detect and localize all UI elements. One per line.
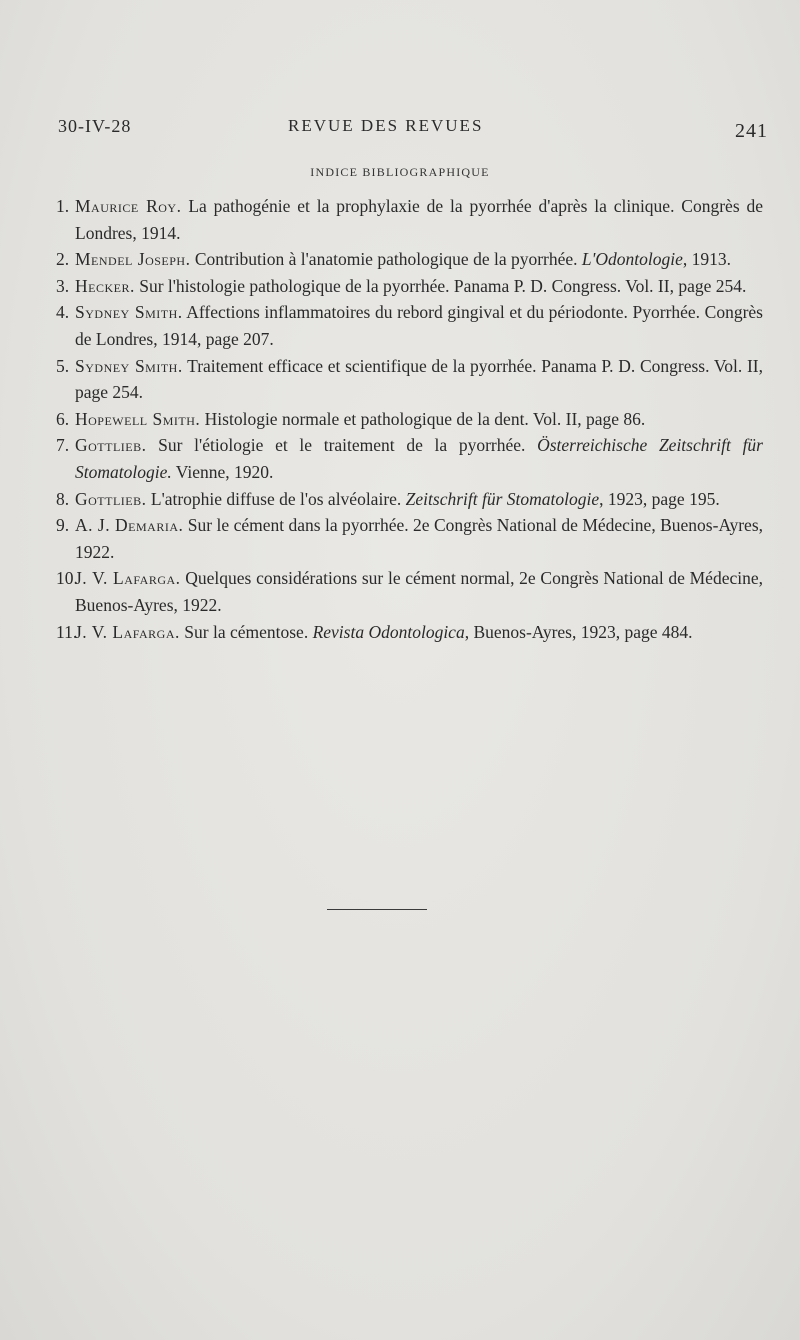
entry-text: Sur l'étiologie et le traitement de la pyorrhée. [146,435,538,456]
bibliography-entry [58,353,763,406]
entry-author: J. V. Lafarga. [75,568,181,589]
bibliography-entry [58,565,763,618]
entry-number: 6. [56,408,70,429]
entry-tail: , 1923, page 195. [599,488,720,509]
entry-tail: , Buenos-Ayres, 1923, page 484. [464,621,693,642]
entry-author: A. J. Demaria. [75,515,184,536]
entry-tail: Vienne, 1920. [171,461,274,482]
entry-number: 1. [56,196,70,216]
entry-author: Sydney Smith. [75,302,183,323]
entry-author: Mendel Joseph. [75,249,191,270]
entry-number: 9. [56,515,70,536]
bibliography-entry [58,273,763,300]
page-number: 241 [735,120,768,142]
bibliography-entry [58,193,763,246]
entry-number: 7. [56,435,70,456]
entry-number: 4. [56,302,70,323]
entry-text: La pathogénie et la prophylaxie de la pyorrhée d'après la clinique. Congrès de Londres, 1914. [75,196,763,243]
entry-author: Gottlieb. [75,435,147,456]
entry-number: 10. [56,568,78,589]
bibliography-list [58,193,763,645]
entry-author: Hopewell Smith. [75,408,201,429]
bibliography-entry [58,406,763,433]
entry-number: 8. [56,488,70,509]
entry-number: 3. [56,275,70,296]
entry-journal: Österreichische Zeitschrift für Stomatologie. [75,435,763,482]
entry-author: Gottlieb. [75,488,147,509]
bibliography-entry [58,246,763,273]
entry-journal: Zeitschrift für Stomatologie [405,488,600,509]
entry-journal: L'Odontologie [581,249,683,270]
bibliography-entry [58,486,763,513]
entry-text: Affections inflammatoires du rebord gingival et du périodonte. Pyorrhée. Congrès de Londres, 1914, page 207. [75,302,763,349]
entry-author: J. V. Lafarga. [75,621,180,642]
entry-text: Quelques considérations sur le cément normal, 2e Congrès National de Médecine, Buenos-Ayres, 1922. [75,568,763,615]
entry-text: Contribution à l'anatomie pathologique de la pyorrhée. [190,249,582,270]
entry-text: Sur l'histologie pathologique de la pyorrhée. Panama P. D. Congress. Vol. II, page 254. [134,275,747,296]
bibliography-entry [58,299,763,352]
entry-author: Sydney Smith. [75,355,183,376]
entry-number: 11. [56,621,78,642]
entry-text: Histologie normale et pathologique de la dent. Vol. II, page 86. [200,408,646,429]
entry-text: Sur le cément dans la pyorrhée. 2e Congrès National de Médecine, Buenos-Ayres, 1922. [75,515,764,562]
bibliography-entry [58,432,763,485]
entry-text: Sur la cémentose. [179,621,313,642]
entry-tail: , 1913. [682,249,731,270]
closing-rule [327,909,427,910]
entry-number: 2. [56,249,70,270]
entry-author: Maurice Roy. [75,196,182,216]
section-title: INDICE BIBLIOGRAPHIQUE [310,165,490,179]
journal-title: REVUE DES REVUES [288,116,484,135]
entry-journal: Revista Odontologica [312,621,465,642]
bibliography-entry [58,619,763,646]
running-head [58,116,768,146]
entry-text: Traitement efficace et scientifique de la pyorrhée. Panama P. D. Congress. Vol. II, page 254. [75,355,764,403]
issue-date: 30-IV-28 [58,116,132,136]
entry-author: Hecker. [75,275,135,296]
bibliography-entry [58,512,763,565]
entry-number: 5. [56,355,70,376]
entry-text: L'atrophie diffuse de l'os alvéolaire. [146,488,406,509]
